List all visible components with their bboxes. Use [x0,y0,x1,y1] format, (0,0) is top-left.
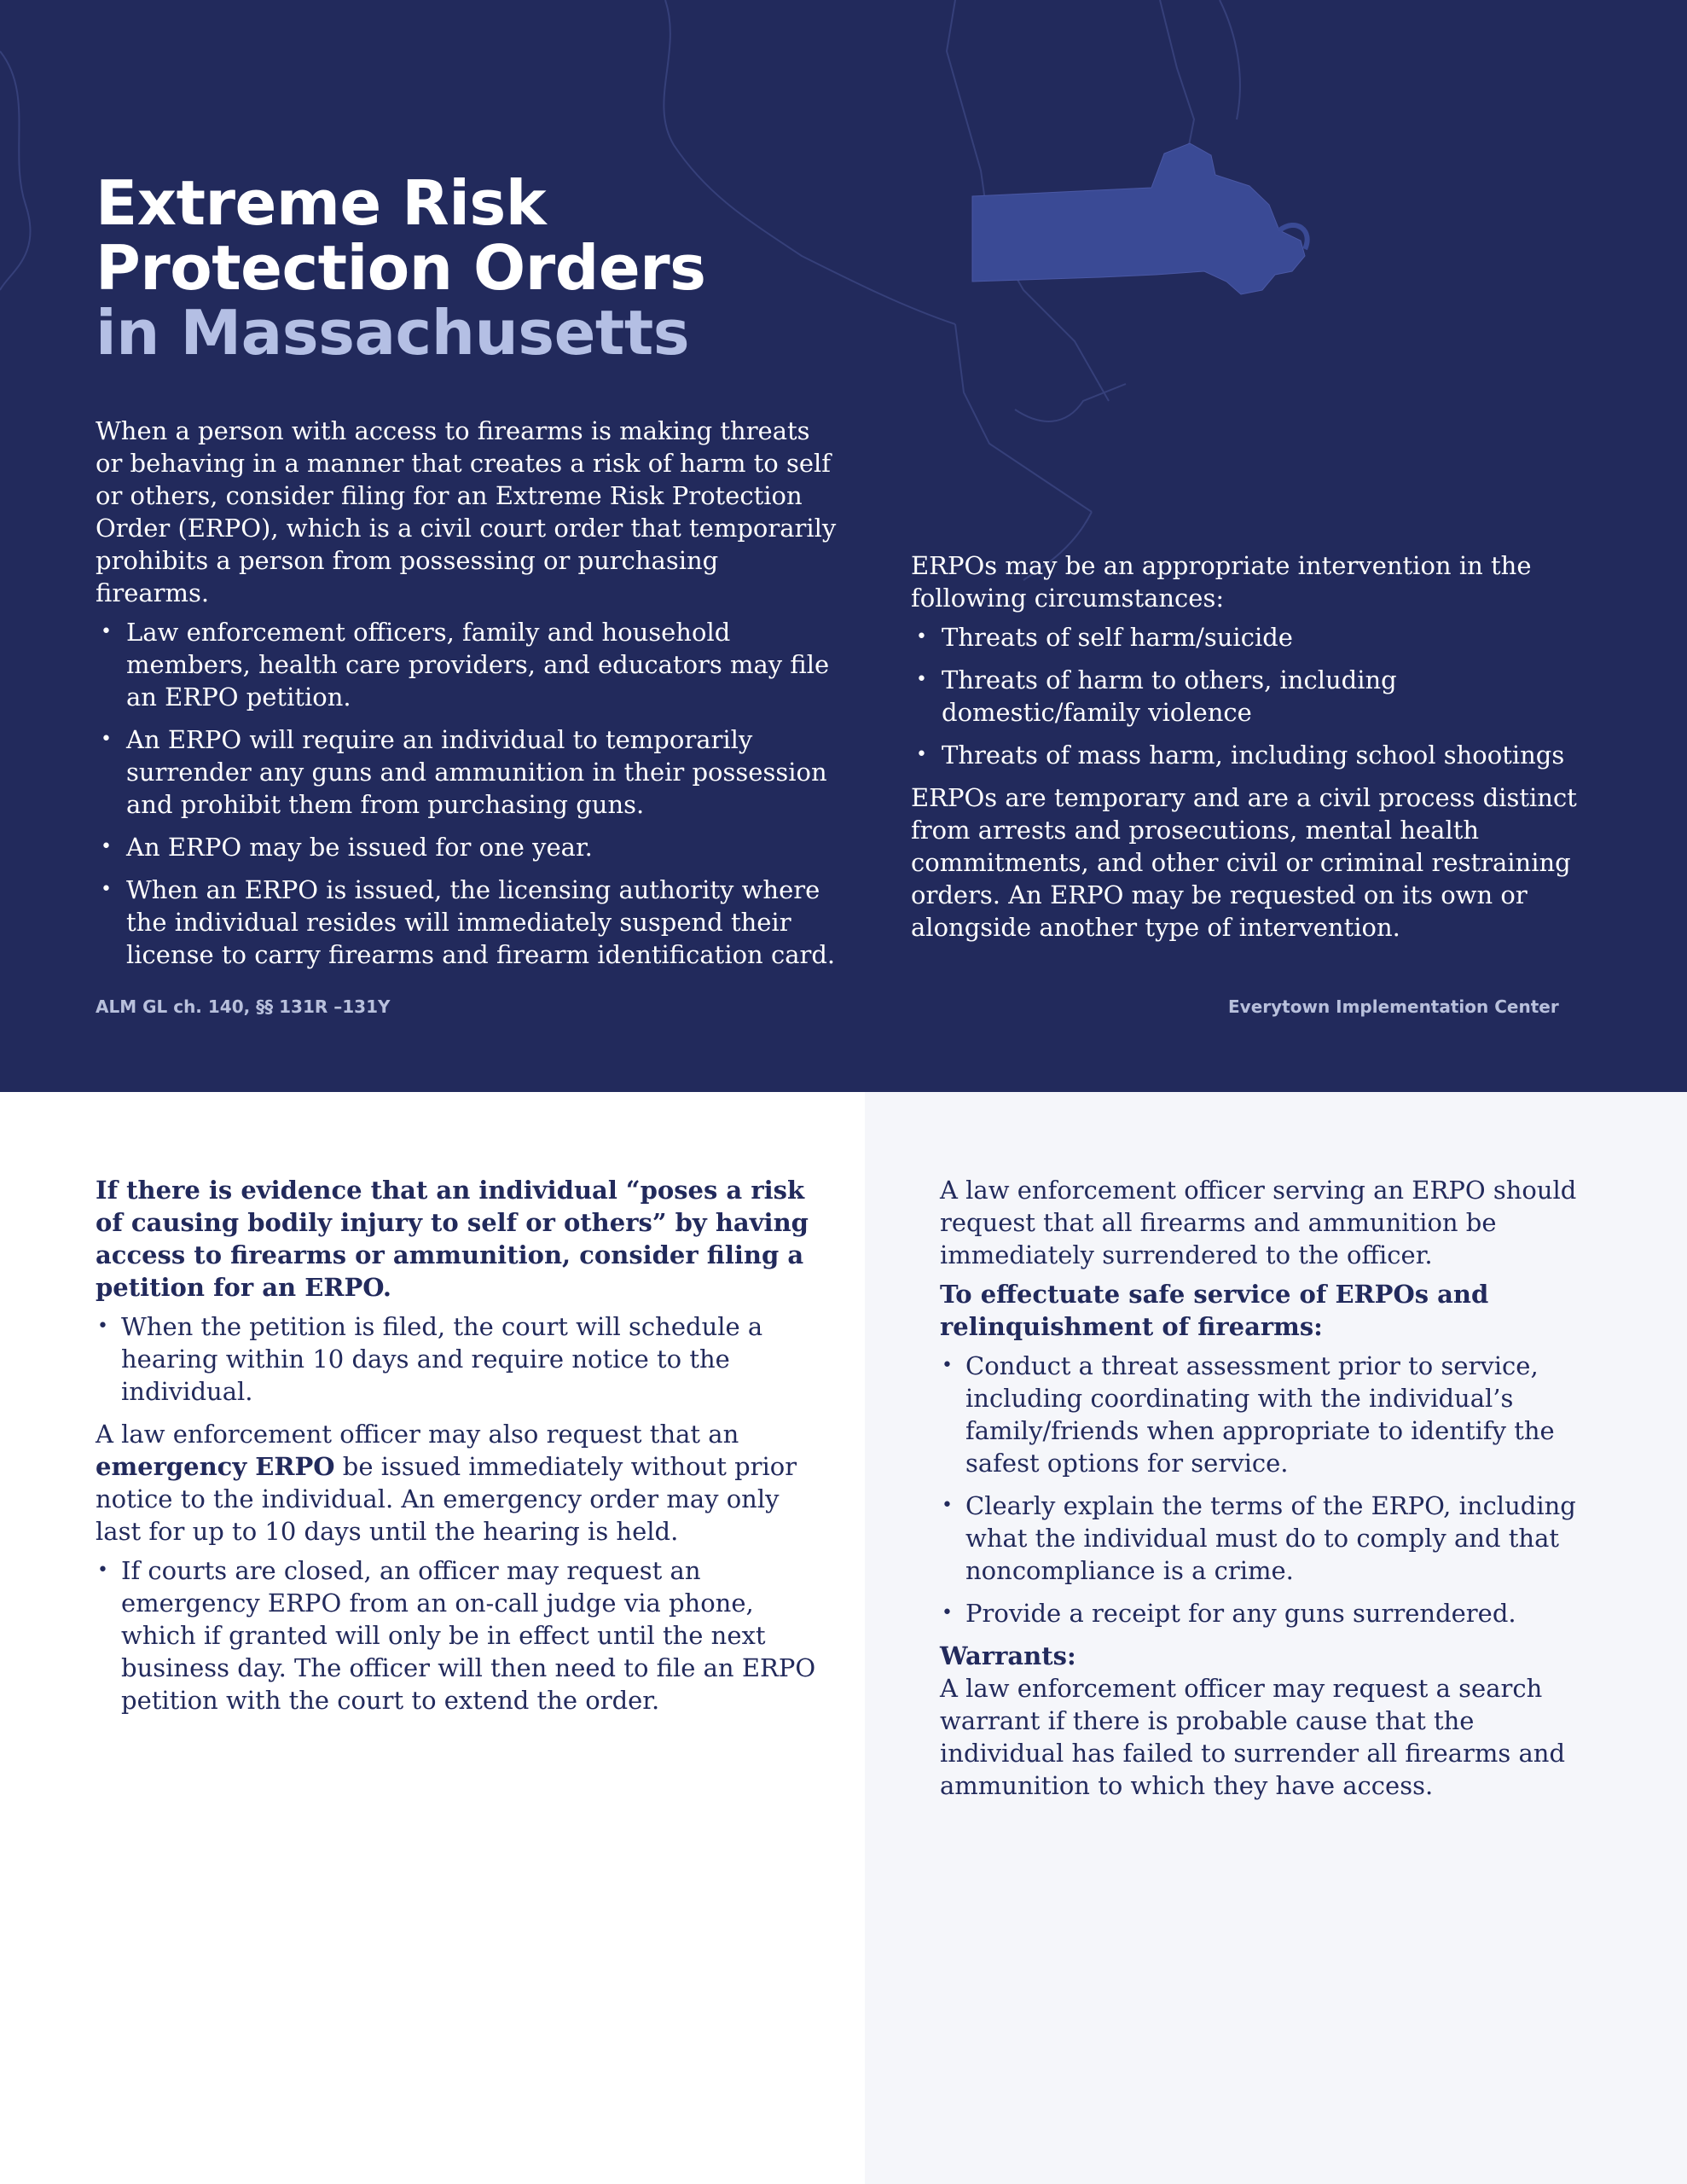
emergency-bullet-list [96,1554,827,1716]
safe-service-heading: To effectuate safe service of ERPOs and relinquishment of firearms: [940,1280,1489,1341]
circumstances-section [911,549,1593,950]
list-item: • Threats of mass harm, including school shootings [911,739,1593,771]
list-item: • Threats of self harm/suicide [911,621,1593,653]
intro-paragraph: When a person with access to firearms is making threats or behaving in a manner that creates a risk of harm to self or others, consider filing for an Extreme Risk Protection Order (ERPO), which is a civil court order that temporarily prohibits a person from possessing or purchasing firearms. [96,416,837,607]
petition-column [96,1174,827,1727]
emergency-erpo-paragraph [96,1418,827,1548]
list-item: • When an ERPO is issued, the licensing authority where the individual resides will immediately suspend their license to carry firearms and firearm identification card. [96,874,838,971]
list-item: • When the petition is filed, the court will schedule a hearing within 10 days and require notice to the individual. [96,1310,827,1408]
petition-lead: If there is evidence that an individual “poses a risk of causing bodily injury to self or others” by having access to firearms or ammunition, consider filing a petition for an ERPO. [96,1176,809,1302]
list-item: • Threats of harm to others, including domestic/family violence [911,664,1593,729]
massachusetts-shape [972,143,1305,294]
page-title [96,167,706,369]
safe-service-list [940,1350,1605,1629]
warrants-paragraph: A law enforcement officer may request a search warrant if there is probable cause that the individual has failed to surrender all firearms and ammunition to which they have access. [940,1674,1566,1800]
text-span: be issued immediately without prior notice to the individual. An emergency order may only last for up to 10 days until the hearing is held. [96,1452,797,1546]
list-item: • Clearly explain the terms of the ERPO, including what the individual must do to comply and that noncompliance is a crime. [940,1490,1605,1587]
circumstances-intro: ERPOs may be an appropriate intervention in the following circumstances: [911,551,1532,613]
title-line: Protection Orders [96,232,706,304]
title-line-state: in Massachusetts [96,297,690,369]
warrants-heading: Warrants: [940,1641,1076,1670]
title-line: Extreme Risk [96,167,547,239]
list-item: • An ERPO may be issued for one year. [96,831,838,863]
petition-bullet-list [96,1310,827,1408]
list-item: • An ERPO will require an individual to temporarily surrender any guns and ammunition in their possession and prohibit them from purchasing guns. [96,723,838,821]
circumstances-list [911,621,1593,771]
serving-paragraph: A law enforcement officer serving an ERPO should request that all firearms and ammunition be immediately surrendered to the officer. [940,1176,1577,1269]
intro-section [96,415,838,981]
list-item: • Conduct a threat assessment prior to service, including coordinating with the individual’s family/friends when appropriate to identify the safest options for service. [940,1350,1605,1479]
list-item: • Provide a receipt for any guns surrendered. [940,1597,1605,1629]
text-span: A law enforcement officer may also request that an [96,1420,739,1449]
emergency-erpo-term: emergency ERPO [96,1452,335,1481]
list-item: • Law enforcement officers, family and household members, health care providers, and educators may file an ERPO petition. [96,616,838,713]
list-item: • If courts are closed, an officer may request an emergency ERPO from an on-call judge via phone, which if granted will only be in effect until the next business day. The officer will then need to file an ERPO petition with the court to extend the order. [96,1554,827,1716]
service-column [940,1174,1605,1809]
distinct-process-paragraph: ERPOs are temporary and are a civil process distinct from arrests and prosecutions, mental health commitments, and other civil or criminal restraining orders. An ERPO may be requested on its own or alongside another type of intervention. [911,783,1577,942]
intro-bullet-list [96,616,838,971]
legal-citation: ALM GL ch. 140, §§ 131R –131Y [96,996,391,1017]
organization-name: Everytown Implementation Center [1228,996,1559,1017]
